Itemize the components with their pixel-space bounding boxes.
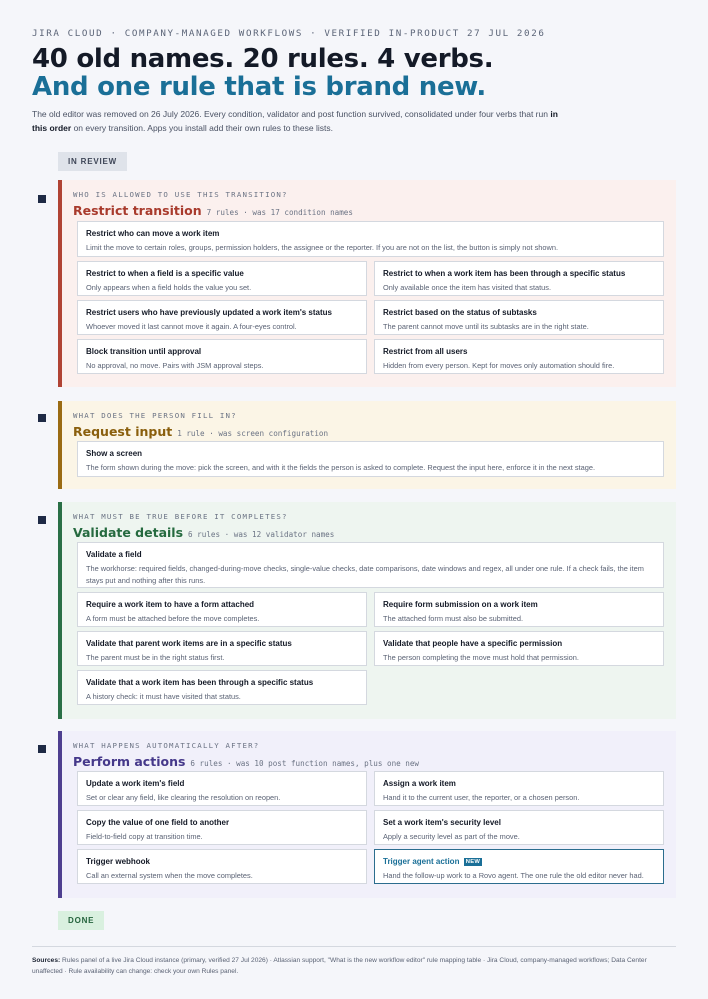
rule-title: Restrict to when a field is a specific value [86,269,244,278]
rule-card [374,771,664,806]
rule-title: Set a work item's security level [383,818,501,827]
stage-marker-square [38,745,46,753]
rule-description: Set or clear any field, like clearing the resolution on reopen. [86,793,281,802]
rule-title-row [383,856,655,867]
rule-card [374,339,664,374]
sources-label: Sources: [32,957,61,964]
rule-card [77,261,367,296]
rule-card [77,771,367,806]
footer-divider [32,946,676,947]
rule-description: A history check: it must have visited that status. [86,692,241,701]
stage-marker-square [38,516,46,524]
new-badge: NEW [465,859,481,865]
headline-secondary: And one rule that is brand new. [32,72,486,102]
stage-title-row [73,753,419,771]
stage-request-input [58,401,676,489]
stage-title: Perform actions [73,754,186,769]
stage-validate-details [58,502,676,719]
rule-description: The attached form must also be submitted. [383,614,524,623]
rule-description: Only appears when a field holds the value you set. [86,283,252,292]
header-kicker: JIRA CLOUD · COMPANY-MANAGED WORKFLOWS · VERIFIED IN-PRODUCT 27 JUL 2026 [32,28,546,39]
stage-meta: 7 rules · was 17 condition names [206,208,353,217]
rule-description: Field-to-field copy at transition time. [86,832,203,841]
stage-question: WHO IS ALLOWED TO USE THIS TRANSITION? [73,190,288,199]
stage-meta: 1 rule · was screen configuration [177,429,329,438]
rule-title: Restrict based on the status of subtasks [383,308,537,317]
rule-description: The parent cannot move until its subtasks are in the right state. [383,322,589,331]
rule-title: Trigger webhook [86,857,151,866]
rule-card [77,339,367,374]
stage-meta: 6 rules · was 10 post function names, plus one new [190,759,419,768]
stage-title-row [73,202,353,220]
headline-primary: 40 old names. 20 rules. 4 verbs. [32,44,494,74]
stage-title: Validate details [73,525,184,540]
rule-card [77,810,367,845]
stage-perform-actions [58,731,676,898]
rule-title: Validate that a work item has been through a specific status [86,678,314,687]
rule-title: Trigger agent action [383,857,460,866]
rule-description: Only available once the item has visited that status. [383,283,552,292]
rule-description: Apply a security level as part of the move. [383,832,520,841]
rule-title: Validate a field [86,550,142,559]
rule-description: Whoever moved it last cannot move it again. A four-eyes control. [86,322,297,331]
rule-description: No approval, no move. Pairs with JSM approval steps. [86,361,264,370]
rule-description: Hand the follow-up work to a Rovo agent. The one rule the old editor never had. [383,871,644,880]
rule-description: Call an external system when the move completes. [86,871,253,880]
stage-marker-square [38,195,46,203]
rule-title: Assign a work item [383,779,456,788]
rule-card [77,631,367,666]
stage-title-row [73,423,328,441]
rule-card [77,221,664,257]
rule-description: The workhorse: required fields, changed-during-move checks, single-value checks, date comparisons, date windows and regex, all under one rule. If a check fails, the item stays put and nothing after this runs. [86,564,644,585]
stage-title: Request input [73,424,173,439]
rule-card [374,631,664,666]
rule-card [77,849,367,884]
sources-footnote [32,955,676,977]
sources-text: Rules panel of a live Jira Cloud instance (primary, verified 27 Jul 2026) · Atlassian support, "What is the new workflow editor" rule mapping table · Jira Cloud, company-managed workflows; Data Center unaffected · Rule availability can change: check your own Rules panel. [32,957,647,975]
rule-description: Hand it to the current user, the reporter, or a chosen person. [383,793,580,802]
intro-text-after: on every transition. Apps you install add their own rules to these lists. [71,122,333,133]
rule-title: Update a work item's field [86,779,185,788]
rule-description: A form must be attached before the move completes. [86,614,260,623]
rule-title: Require form submission on a work item [383,600,538,609]
stage-question: WHAT MUST BE TRUE BEFORE IT COMPLETES? [73,512,288,521]
rule-card [77,592,367,627]
rule-card [77,441,664,477]
rule-card [77,670,367,705]
stage-title-row [73,524,334,542]
rule-card [374,300,664,335]
intro-paragraph [32,108,572,135]
stage-title: Restrict transition [73,203,202,218]
stage-marker-square [38,414,46,422]
rule-title: Restrict who can move a work item [86,229,220,238]
rule-title: Restrict users who have previously updated a work item's status [86,308,332,317]
rule-description: The parent must be in the right status first. [86,653,225,662]
stage-meta: 6 rules · was 12 validator names [188,530,335,539]
rule-title: Show a screen [86,449,143,458]
rule-card-new [374,849,664,884]
stage-question: WHAT HAPPENS AUTOMATICALLY AFTER? [73,741,260,750]
rule-title: Require a work item to have a form attached [86,600,255,609]
rule-title: Copy the value of one field to another [86,818,230,827]
rule-card [374,261,664,296]
rule-description: The person completing the move must hold that permission. [383,653,579,662]
intro-emphasis: in this order [32,109,558,133]
status-done-badge: DONE [58,911,104,930]
rule-card [77,300,367,335]
rule-card [374,810,664,845]
rule-title: Restrict from all users [383,347,468,356]
stage-question: WHAT DOES THE PERSON FILL IN? [73,411,237,420]
rule-card [77,542,664,588]
rule-title: Restrict to when a work item has been through a specific status [383,269,626,278]
rule-title: Validate that people have a specific permission [383,639,563,648]
rule-description: The form shown during the move: pick the screen, and with it the fields the person is asked to complete. Request the input here, enforce it in the next stage. [86,463,596,472]
rule-title: Block transition until approval [86,347,202,356]
rule-description: Hidden from every person. Kept for moves only automation should fire. [383,361,615,370]
rule-description: Limit the move to certain roles, groups, permission holders, the assignee or the reporter. If you are not on the list, the button is simply not shown. [86,243,559,252]
rule-title: Validate that parent work items are in a specific status [86,639,292,648]
status-in-review-badge: IN REVIEW [58,152,127,171]
intro-text-before: The old editor was removed on 26 July 2026. Every condition, validator and post function survived, consolidated under four verbs that run [32,109,551,119]
stage-restrict-transition [58,180,676,387]
rule-card [374,592,664,627]
